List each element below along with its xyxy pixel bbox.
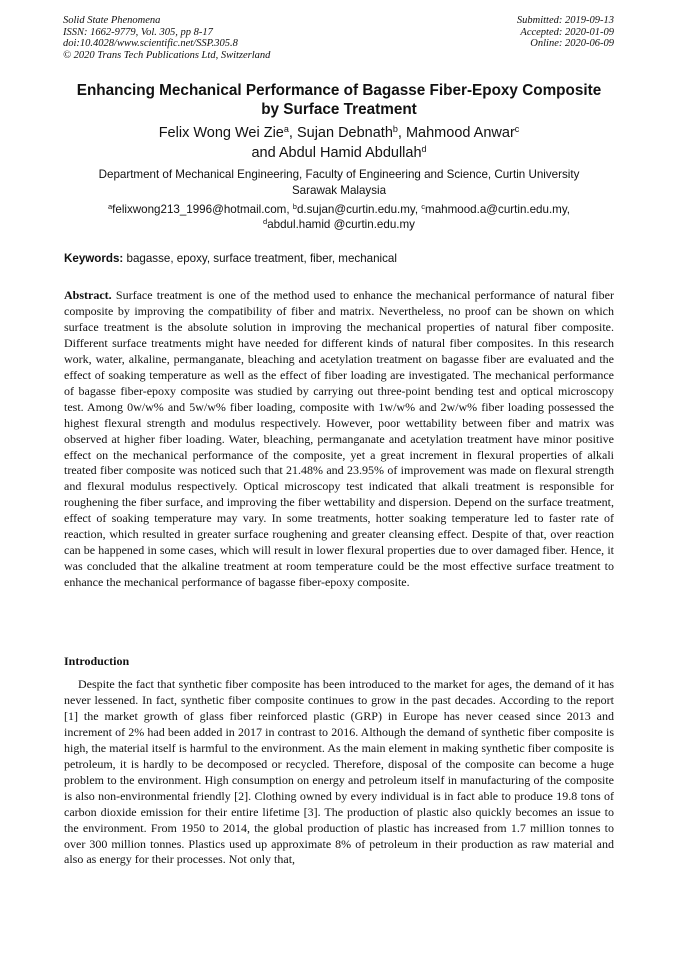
- email-address: felixwong213_1996@hotmail.com,: [112, 203, 293, 216]
- email-address: mahmood.a@curtin.edu.my,: [425, 203, 570, 216]
- publication-dates: [517, 15, 614, 50]
- accepted-date: Accepted: 2020-01-09: [520, 26, 614, 38]
- copyright-line: © 2020 Trans Tech Publications Ltd, Switzerland: [63, 49, 271, 61]
- abstract-text: Surface treatment is one of the method used to enhance the mechanical performance of natural fiber composite by improving the compatibility of fiber and matrix. Nevertheless, no proof can be shown on which surface treatment is the absolute solution in improving the mechanical properties of natural fiber composite. Different surface treatments might have needed for different kinds of natural fiber composites. In this research work, water, alkaline, permanganate, bleaching and acetylation treatment on bagasse fiber are evaluated and the effect of soaking temperature as well as the effect of fiber loading are investigated. The mechanical performance of bagasse fiber-epoxy composite was studied by carrying out three-point bending test and optical microscopy test. Among 0w/w% and 5w/w% fiber loading, composite with 1w/w% and 2w/w% fiber loading possessed the highest flexural strength and modulus respectively. However, poor wettability between fiber and matrix was observed at higher fiber loading. Water, bleaching, permanganate and acetylation treatment have minor positive effect on the mechanical performance of the composite, yet a great increment in flexural properties of alkali treated fiber composite was noticed such that 21.48% and 23.95% of improvement was made on flexural strength and flexural modulus respectively. Optical microscopy test indicated that alkali treatment is responsible for roughening the fiber surface, and improving the fiber wettability and dispersion. Depend on the surface treatment, effect of soaking temperature may vary. In some treatments, hotter soaking temperature led to faster rate of reaction, which resulted in greater surface roughening and greater cleansing effect. Despite of that, over reaction can be happened in some cases, which will result in lower flexural properties due to over damaged fiber. Hence, it was concluded that the alkaline treatment at room temperature could be the most effective surface treatment to enhance the mechanical performance of bagasse fiber-epoxy composite.: [64, 288, 614, 590]
- email-line-1: [50, 203, 628, 218]
- issn-line: ISSN: 1662-9779, Vol. 305, pp 8-17: [63, 26, 213, 38]
- online-date: Online: 2020-06-09: [530, 38, 614, 49]
- email-address: d.sujan@curtin.edu.my,: [296, 203, 422, 216]
- submitted-date: Submitted: 2019-09-13: [516, 15, 614, 26]
- journal-info: [63, 15, 270, 61]
- email-line-2: [50, 218, 628, 233]
- author-conjunction: and: [251, 144, 279, 161]
- author-affil-mark: c: [514, 124, 520, 134]
- author-list: [40, 124, 638, 163]
- keywords: [64, 252, 624, 266]
- email-mark: b: [292, 202, 297, 211]
- email-address: abdul.hamid @curtin.edu.my: [267, 217, 415, 231]
- author-line-2: [40, 144, 638, 164]
- author-affil-mark: d: [421, 143, 427, 154]
- journal-name: Solid State Phenomena: [63, 15, 161, 26]
- email-mark: d: [263, 216, 268, 226]
- title-line-2: by Surface Treatment: [261, 101, 417, 118]
- author-name: Mahmood Anwar: [405, 125, 515, 141]
- email-mark: c: [421, 202, 426, 211]
- author-line-1: [40, 124, 638, 144]
- title-line-1: Enhancing Mechanical Performance of Bagasse Fiber-Epoxy Composite: [76, 82, 602, 99]
- doi-line: doi:10.4028/www.scientific.net/SSP.305.8: [63, 38, 238, 49]
- abstract-label: Abstract.: [64, 288, 112, 302]
- keywords-text: bagasse, epoxy, surface treatment, fiber, mechanical: [123, 252, 397, 265]
- keywords-label: Keywords:: [64, 252, 124, 265]
- affiliation-line-2: Sarawak Malaysia: [291, 183, 387, 197]
- section-heading-introduction: Introduction: [64, 654, 130, 668]
- author-name: Felix Wong Wei Zie: [158, 125, 284, 141]
- author-name: Abdul Hamid Abdullah: [278, 144, 422, 161]
- author-affil-mark: b: [392, 124, 398, 134]
- author-affil-mark: a: [283, 124, 289, 134]
- paper-title: [40, 81, 638, 119]
- author-separator: ,: [288, 125, 297, 141]
- affiliation-line-1: Department of Mechanical Engineering, Faculty of Engineering and Science, Curtin University: [98, 168, 580, 181]
- author-name: Sujan Debnath: [296, 125, 393, 141]
- introduction-paragraph: Despite the fact that synthetic fiber composite has been introduced to the market for ages, the demand of it has never lessened. In fact, synthetic fiber composite continues to grow in the past decades. According to the report [1] the market growth of glass fiber reinforced plastic (GRP) in Europe has never ceased since 2013 and increment of 2% had been added in 2017 in contrast to 2016. Although the demand of synthetic fiber composite is high, the material itself is harmful to the environment. As the main element in making synthetic fiber composite is petroleum, it is hardly to be decomposed or recycled. Therefore, disposal of the composite can become a huge problem to the environment. High consumption on energy and petroleum itself in manufacturing of the composite is also non-environmental friendly [2]. Clothing owned by every individual is in fact able to produce 19.8 tons of carbon dioxide emission for their entire lifetime [3]. The production of plastic also quickly becomes an issue to the environment. From 1950 to 2014, the global production of plastic has increased from 1.7 million tonnes to over 300 million tonnes. Plastics used up approximate 8% of petroleum in their production as raw material and also as energy for their processes. Not only that,: [64, 677, 614, 867]
- author-separator: ,: [397, 125, 406, 141]
- affiliation: [50, 167, 628, 198]
- author-emails: [50, 203, 628, 232]
- abstract: [64, 288, 614, 591]
- email-mark: a: [107, 202, 113, 211]
